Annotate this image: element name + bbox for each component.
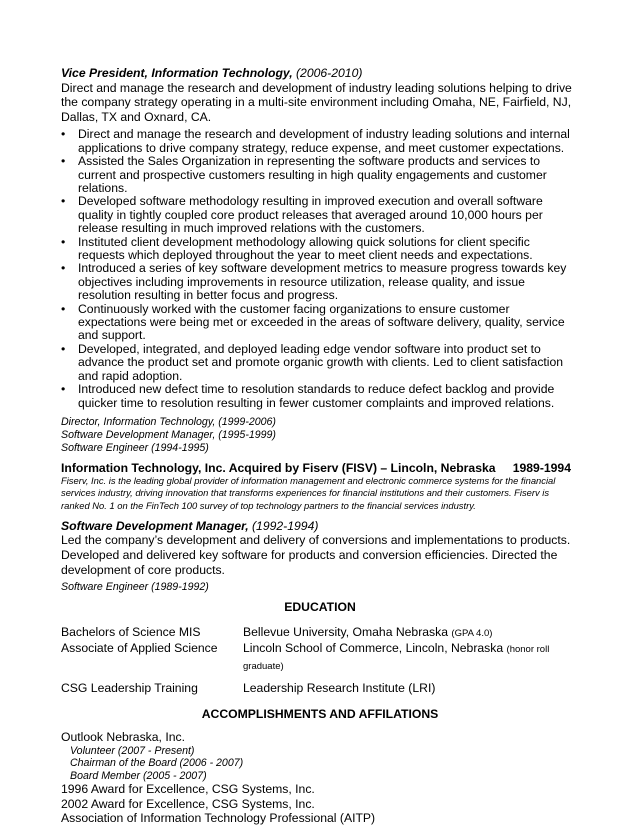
sdm-prior-role: Software Engineer (1989-1992) [61,581,209,594]
vp-dates: (2006-2010) [296,66,363,80]
sdm-title: Software Development Manager, [61,518,249,533]
school: Bellevue University, Omaha Nebraska [243,624,449,639]
organization: Outlook Nebraska, Inc. [61,730,185,745]
bullet-icon: • [61,261,66,276]
org-role: Board Member (2005 - 2007) [70,769,207,782]
list-item: • Assisted the Sales Organization in representing the software products and services to current and prospective customers resulting in high quality engagements and customer relations. [61,154,547,195]
resume-page [61,66,579,826]
bullet-icon: • [61,301,66,316]
vp-bullet-list [61,128,579,410]
bullet-icon: • [61,194,66,209]
list-item: • Direct and manage the research and development of industry leading solutions and internal applications to drive company strategy, reduce expense, and meet customer expectations. [61,127,570,155]
sdm-summary: Led the company’s development and delivery of conversions and implementations to products. Developed and delivered key software for products and conversion efficiencies. Directed the development of core products. [61,533,571,577]
bullet-icon: • [61,382,66,397]
vp-role-heading [61,66,579,81]
accomplishments-list [61,730,579,826]
list-item: • Developed software methodology resulting in improved execution and overall software quality in tightly coupled core product releases that averaged around 10,000 hours per release resulting in much improved relations with the customers. [61,194,543,236]
accomplishment-item: 2002 Award for Excellence, CSG Systems, Inc. [61,796,315,811]
degree: Associate of Applied Science [61,641,218,656]
bullet-icon: • [61,154,66,169]
bullet-icon: • [61,127,66,142]
school: Lincoln School of Commerce, Lincoln, Nebraska [243,641,504,656]
company-heading [61,461,579,476]
prior-role: Software Engineer (1994-1995) [61,442,209,455]
bullet-icon: • [61,341,66,356]
training-name: CSG Leadership Training [61,681,198,696]
training-institute: Leadership Research Institute (LRI) [243,681,436,696]
education-note: (honor roll graduate) [243,644,550,672]
list-item: • Introduced a series of key software development metrics to measure progress towards key objectives including improvements in resource utilization, release quality, and issue resolution resulting in better focus and progress. [61,261,567,303]
education-list [61,625,579,696]
company-name: Information Technology, Inc. Acquired by Fiserv (FISV) – Lincoln, Nebraska [61,460,496,475]
education-row [61,625,579,641]
prior-role: Director, Information Technology, (1999-2006) [61,415,276,428]
list-item: • Introduced new defect time to resolution standards to reduce defect backlog and provide quicker time to resolution resulting in fewer customer complaints and improved relations. [61,382,555,410]
org-role: Chairman of the Board (2006 - 2007) [70,757,244,770]
vp-prior-roles [61,416,579,456]
list-item: • Continuously worked with the customer facing organizations to ensure customer expectations were being met or exceeded in the areas of software delivery, quality, service and support. [61,301,565,343]
education-heading: EDUCATION [284,600,356,615]
company-description: Fiserv, Inc. is the leading global provider of information management and electronic commerce systems for the financial services industry, driving innovation that transforms experiences for financial institutions and their customers. Fiserv is ranked No. 1 on the FinTech 100 survey of top technology partners to the financial services industry. [61,475,556,511]
list-item: • Developed, integrated, and deployed leading edge vendor software into product set to advance the product set and promote organic growth with clients. Led to client satisfaction and rapid adoption. [61,341,564,383]
education-row [61,641,579,674]
prior-role: Software Development Manager, (1995-1999) [61,429,276,442]
accomplishment-item: 1996 Award for Excellence, CSG Systems, Inc. [61,781,315,796]
org-role: Volunteer (2007 - Present) [70,744,195,757]
sdm-role-heading [61,519,579,534]
list-item: • Instituted client development methodology allowing quick solutions for client specific requests which deployed throughout the year to meet client needs and expectations. [61,234,533,263]
degree: Bachelors of Science MIS [61,624,201,639]
education-note: (GPA 4.0) [451,627,493,639]
accomplishment-item: Association of Information Technology Professional (AITP) [61,811,376,826]
vp-title: Vice President, Information Technology, [61,66,293,80]
bullet-icon: • [61,234,66,249]
accomplishments-heading: ACCOMPLISHMENTS AND AFFILATIONS [201,706,439,721]
sdm-dates: (1992-1994) [252,518,319,533]
vp-summary: Direct and manage the research and development of industry leading solutions helping to drive the company strategy operating in a multi-site environment including Omaha, NE, Fairfield, NJ, Dallas, TX and Oxnard, CA. [61,80,572,124]
training-row [61,681,579,695]
company-years: 1989-1994 [512,460,571,475]
